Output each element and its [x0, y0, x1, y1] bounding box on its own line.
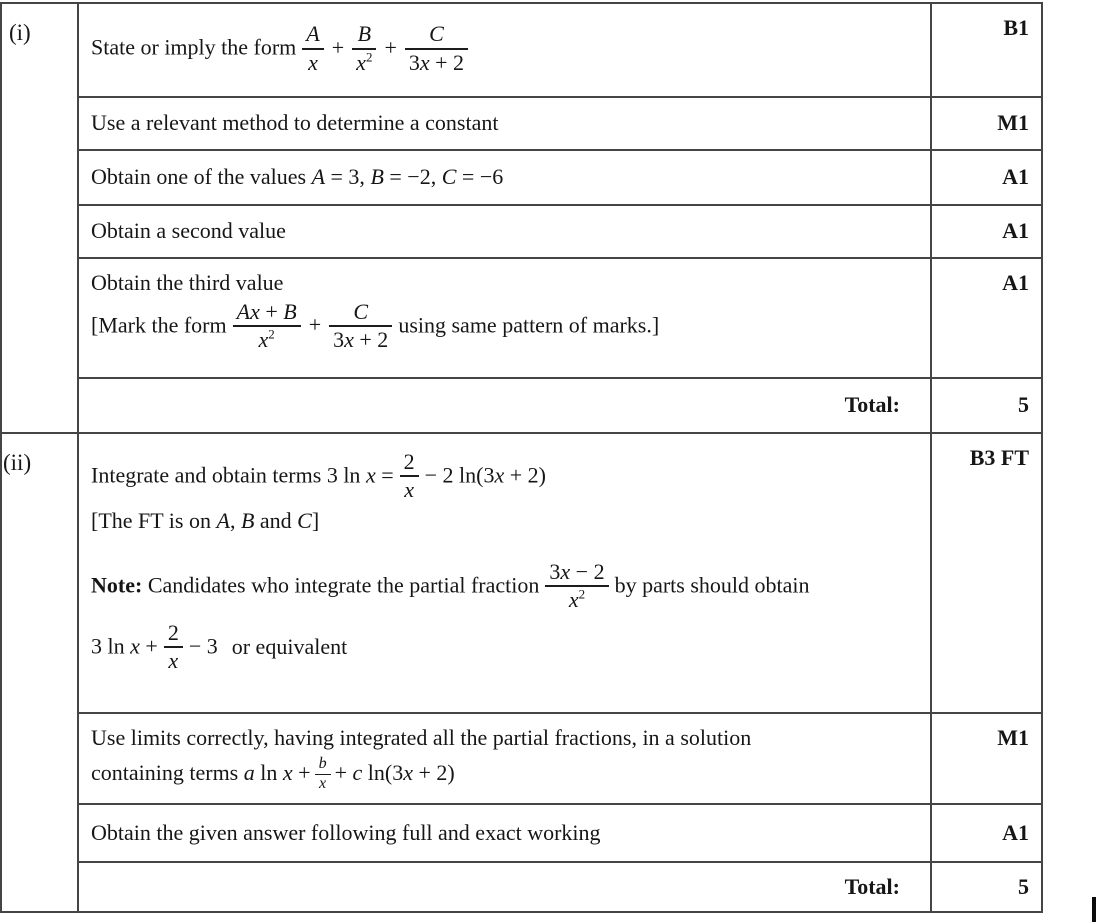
criterion-text-line: [91, 507, 920, 536]
math-variable: A: [306, 21, 320, 47]
math-operator: +: [384, 35, 397, 61]
mark-cell: [931, 3, 1042, 97]
mark-label: A1: [1002, 819, 1029, 845]
criterion-text: Use limits correctly, having integrated all the partial fractions, in a solution: [91, 725, 752, 750]
math-variable: A: [311, 164, 326, 190]
math-variable: x: [404, 477, 414, 503]
math-text: − 2 ln(3: [424, 462, 495, 488]
table-row: [1, 862, 1042, 912]
math-variable: b: [318, 754, 327, 772]
criterion-cell: [78, 713, 931, 804]
criterion-cell: [78, 3, 931, 97]
mark-cell: [931, 97, 1042, 150]
math-variable: B: [240, 508, 255, 534]
question-part-cell-ii: [1, 433, 78, 912]
fraction-numerator: [400, 450, 419, 475]
math-text: − 3: [188, 633, 218, 659]
criterion-text: or equivalent: [231, 633, 348, 659]
math-fraction: [329, 300, 392, 351]
math-variable: B: [283, 298, 297, 324]
total-value-cell: [931, 862, 1042, 912]
math-operator: +: [331, 35, 345, 61]
math-variable: x: [560, 558, 571, 584]
total-label-cell: [78, 378, 931, 433]
total-label: Total:: [844, 873, 900, 899]
fraction-numerator: [405, 22, 468, 47]
criterion-text: State or imply the form: [91, 35, 297, 61]
fraction-denominator: [545, 585, 608, 611]
criterion-text: ,: [229, 508, 241, 534]
criterion-formula-line: [91, 619, 920, 674]
math-text: 3: [549, 558, 561, 584]
criterion-text: Obtain a second value: [91, 218, 286, 244]
math-text: + 2): [504, 462, 546, 488]
table-row: [1, 713, 1042, 804]
criterion-text: = 3,: [325, 164, 371, 190]
math-exponent: 2: [268, 326, 275, 342]
math-operator: +: [308, 312, 322, 338]
criterion-cell: [78, 433, 931, 713]
math-variable: Ax: [236, 298, 260, 324]
mark-label: M1: [997, 725, 1029, 750]
mark-label: A1: [1002, 270, 1029, 295]
mark-label: A1: [1002, 218, 1029, 244]
table-row: [1, 804, 1042, 862]
math-text: 2: [403, 449, 415, 474]
total-value: 5: [1018, 392, 1029, 418]
math-variable: x: [258, 326, 269, 352]
math-variable: x: [168, 648, 179, 674]
question-part-label: (i): [9, 20, 31, 45]
math-fraction: [164, 621, 183, 672]
text-cursor: [1092, 897, 1096, 922]
math-text: 3 ln: [91, 633, 131, 659]
math-fraction: [315, 756, 331, 792]
table-row: [1, 3, 1042, 97]
math-variable: x: [494, 462, 505, 488]
math-variable: a: [243, 759, 255, 785]
mark-cell: [931, 150, 1042, 205]
math-text: + 2: [429, 49, 465, 75]
criterion-formula-line: [91, 754, 920, 793]
criterion-text: Obtain the given answer following full and exact working: [91, 819, 601, 845]
math-text: + 2): [412, 759, 455, 785]
table-row: [1, 150, 1042, 205]
math-exponent: 2: [365, 49, 373, 65]
mark-cell: [931, 804, 1042, 862]
math-exponent: 2: [578, 586, 586, 602]
fraction-numerator: [329, 300, 392, 325]
criterion-formula-line: [91, 449, 920, 503]
criterion-text: [The FT is on: [91, 508, 217, 534]
math-fraction: [405, 22, 468, 73]
math-fraction: [233, 300, 301, 351]
math-text: ln: [254, 759, 283, 785]
math-operator: +: [139, 633, 158, 659]
criterion-text: = −2,: [383, 164, 442, 190]
mark-label: B3 FT: [969, 445, 1029, 470]
mark-label: A1: [1002, 164, 1029, 190]
math-variable: C: [353, 298, 369, 324]
math-fraction: [400, 450, 419, 501]
math-variable: A: [216, 508, 230, 534]
criterion-text: ]: [311, 508, 320, 534]
math-variable: x: [130, 633, 140, 659]
criterion-text: = −6: [456, 164, 504, 190]
mark-cell: [931, 433, 1042, 713]
criterion-text: and: [254, 508, 298, 534]
math-variable: c: [352, 759, 363, 785]
math-variable: x: [419, 49, 430, 75]
math-variable: C: [429, 21, 444, 47]
math-text: 3: [333, 326, 345, 352]
fraction-denominator: [302, 48, 323, 74]
fraction-denominator: [315, 774, 331, 792]
math-text: ln(3: [362, 759, 404, 785]
fraction-denominator: [233, 325, 301, 351]
math-variable: C: [441, 164, 457, 190]
math-fraction: [352, 22, 376, 73]
math-variable: x: [282, 759, 293, 785]
math-variable: B: [370, 164, 384, 190]
criterion-text: using same pattern of marks.]: [398, 312, 660, 338]
table-row: [1, 97, 1042, 150]
note-label: Note:: [91, 572, 143, 598]
criterion-text: Integrate and obtain terms: [91, 462, 327, 488]
math-variable: x: [344, 326, 354, 352]
table-row: [1, 433, 1042, 713]
math-text: +: [259, 298, 284, 324]
total-value-cell: [931, 378, 1042, 433]
note-line: [91, 558, 920, 613]
criterion-cell: [78, 258, 931, 378]
question-part-cell-i: [1, 3, 78, 433]
fraction-denominator: [400, 475, 419, 501]
math-variable: x: [403, 759, 413, 785]
criterion-cell: [78, 150, 931, 205]
math-fraction: [545, 560, 608, 611]
table-row: [1, 205, 1042, 258]
criterion-text: Candidates who integrate the partial fraction: [142, 572, 540, 598]
fraction-denominator: [164, 646, 183, 672]
fraction-numerator: [545, 560, 608, 585]
criterion-text: Use a relevant method to determine a constant: [91, 110, 499, 136]
total-label-cell: [78, 862, 931, 912]
total-label: Total:: [844, 392, 900, 418]
math-variable: x: [568, 586, 579, 612]
mark-label: M1: [997, 110, 1029, 136]
math-variable: x: [365, 462, 376, 488]
math-text: 3 ln: [326, 462, 366, 488]
math-variable: B: [357, 21, 372, 47]
math-variable: x: [319, 774, 327, 792]
fraction-numerator: [302, 22, 323, 47]
math-text: − 2: [570, 558, 605, 584]
math-text: + 2: [353, 326, 389, 352]
criterion-text: [Mark the form: [91, 312, 227, 338]
math-operator: =: [375, 462, 394, 488]
mark-cell: [931, 713, 1042, 804]
fraction-denominator: [405, 48, 468, 74]
math-operator: +: [292, 759, 311, 785]
mark-scheme-table: [0, 2, 1043, 913]
math-operator: +: [334, 759, 353, 785]
math-fraction: [302, 22, 323, 73]
question-part-label: (ii): [3, 450, 32, 475]
total-value: 5: [1018, 873, 1029, 899]
criterion-cell: [78, 97, 931, 150]
fraction-numerator: [352, 22, 376, 47]
criterion-text: by parts should obtain: [614, 572, 810, 598]
criterion-text: Obtain the third value: [91, 270, 284, 295]
math-variable: x: [308, 49, 318, 75]
math-variable: x: [356, 49, 366, 75]
fraction-numerator: [164, 621, 183, 646]
criterion-cell: [78, 205, 931, 258]
mark-cell: [931, 258, 1042, 378]
criterion-cell: [78, 804, 931, 862]
math-text: 3: [408, 49, 420, 75]
table-row: [1, 258, 1042, 378]
fraction-denominator: [352, 48, 376, 74]
criterion-formula-line: [91, 298, 920, 353]
fraction-numerator: [315, 756, 331, 774]
fraction-numerator: [233, 300, 301, 325]
criterion-text: Obtain one of the values: [91, 164, 312, 190]
mark-cell: [931, 205, 1042, 258]
math-text: 2: [167, 619, 179, 645]
fraction-denominator: [329, 325, 392, 351]
criterion-text: containing terms: [91, 759, 244, 785]
math-variable: C: [297, 508, 312, 534]
mark-label: B1: [1003, 15, 1029, 40]
table-row: [1, 378, 1042, 433]
